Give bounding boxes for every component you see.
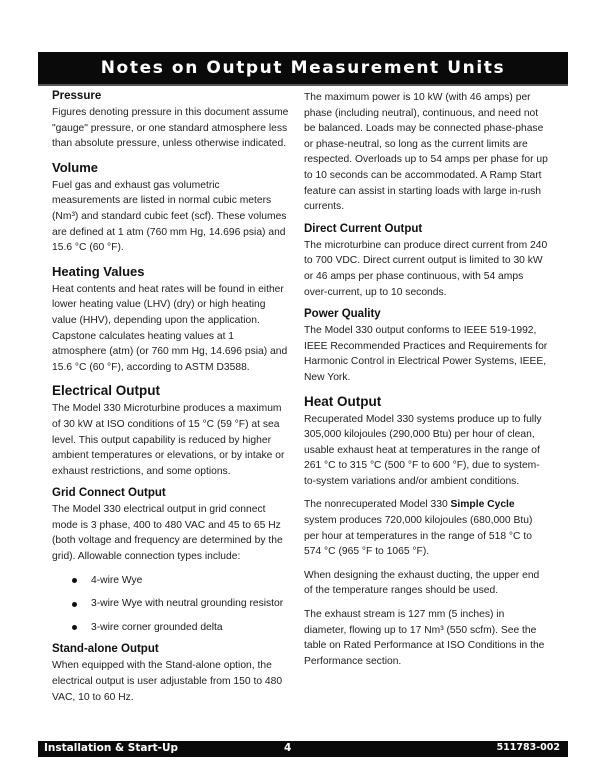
list-item: 3-wire corner grounded delta — [72, 620, 290, 636]
volume-section — [52, 160, 290, 256]
bullet-icon — [72, 602, 77, 607]
bullet-icon — [72, 625, 77, 630]
page-banner — [38, 52, 568, 86]
grid-text: The Model 330 electrical output in grid connect mode is 3 phase, 400 to 480 VAC and 45 to 65 Hz (both voltage and frequency are determined by the grid). Allowable connection types include: — [52, 504, 283, 563]
standalone-section — [52, 643, 290, 705]
heating-heading: Heating Values — [52, 263, 145, 279]
electrical-section — [52, 383, 290, 479]
page-number: 4 — [284, 742, 292, 754]
list-item: 4-wire Wye — [72, 573, 290, 589]
electrical-text: The Model 330 Microturbine produces a maximum of 30 kW at ISO conditions of 15 °C (59 °F) at sea level. This output capability is reduced by higher ambient temperatures or elevations, or by intake or exhaust restrictions, and some options. — [52, 403, 285, 477]
max-power-text: The maximum power is 10 kW (with 46 amps) per phase (including neutral), continuous, and need not be balanced. Loads may be connected phase-phase or phase-neutral, so long as the current limits are respected. Overloads up to 54 amps per phase for up to 10 seconds can be accommodated. A Ramp Start feature can assist in starting loads with large in-rush currents. — [304, 92, 548, 213]
simple-cycle-term: Simple Cycle — [450, 499, 515, 511]
power-quality-heading: Power Quality — [304, 308, 381, 321]
right-column — [304, 90, 549, 677]
dc-heading: Direct Current Output — [304, 222, 423, 235]
pressure-section — [52, 90, 290, 152]
heating-section — [52, 264, 290, 376]
pressure-text: Figures denoting pressure in this document assume "gauge" pressure, or one standard atmosphere less than absolute pressure, unless otherwise indicated. — [52, 107, 289, 150]
dc-section — [304, 223, 549, 300]
footer-section-title: Installation & Start-Up — [44, 742, 179, 754]
standalone-text: When equipped with the Stand-alone option, the electrical output is user adjustable from 150 to 480 VAC, 10 to 60 Hz. — [52, 660, 283, 703]
heating-text: Heat contents and heat rates will be found in either lower heating value (LHV) (dry) or high heating value (HHV), depending upon the application. Capstone calculates heating values at 1 atmosphere (atm) (or 760 mm Hg, 14.696 psia) and 15.6 °C (60 °F), according to ASTM D3588. — [52, 283, 288, 373]
list-item: 3-wire Wye with neutral grounding resistor — [72, 596, 290, 612]
document-number: 511783-002 — [496, 742, 560, 753]
power-quality-section — [304, 308, 549, 385]
grid-section — [52, 487, 290, 635]
volume-text: Fuel gas and exhaust gas volumetric measurements are listed in normal cubic meters (Nm³) and standard cubic feet (scf). These volumes are defined at 1 atm (760 mm Hg, 14.696 psia) and 15.6 °C (60 °F). — [52, 179, 287, 254]
pressure-heading: Pressure — [52, 90, 102, 102]
banner-title: Notes on Output Measurement Units — [100, 58, 506, 78]
dc-text: The microturbine can produce direct current from 240 to 700 VDC. Direct current output is limited to 30 kW or 46 amps per phase continuous, with 54 amps over-current, up to 10 seconds. — [304, 239, 548, 298]
grid-heading: Grid Connect Output — [52, 487, 166, 500]
heat-text-recuperated: Recuperated Model 330 systems produce up to fully 305,000 kilojoules (290,000 Btu) per hour of clean, usable exhaust heat at temperatures in the range of 261 °C to 315 °C (500 °F to 600 °F), due to system-to-system variations and/or ambient conditions. — [304, 413, 542, 487]
heat-text-ducting: When designing the exhaust ducting, the upper end of the temperature ranges should be used. — [304, 569, 540, 597]
electrical-heading: Electrical Output — [52, 383, 161, 399]
heat-text-simple-cycle: The nonrecuperated Model 330 Simple Cycle system produces 720,000 kilojoules (680,000 Btu) per hour at temperatures in the range of 518 °C to 574 °C (965 °F to 1065 °F). — [304, 499, 533, 558]
heat-heading: Heat Output — [304, 393, 382, 409]
heat-section — [304, 394, 549, 670]
page-footer — [38, 741, 568, 757]
connection-types-list — [52, 573, 290, 636]
standalone-heading: Stand-alone Output — [52, 643, 159, 656]
bullet-icon — [72, 578, 77, 583]
standalone-continued — [304, 90, 549, 215]
heat-text-exhaust: The exhaust stream is 127 mm (5 inches) in diameter, flowing up to 17 Nm³ (550 scfm). See the table on Rated Performance at ISO Conditions in the Performance section. — [304, 609, 545, 667]
power-quality-text: The Model 330 output conforms to IEEE 519-1992, IEEE Recommended Practices and Requirements for Harmonic Control in Electrical Power Systems, IEEE, New York. — [304, 325, 548, 383]
left-column — [52, 90, 290, 713]
volume-heading: Volume — [52, 159, 98, 175]
